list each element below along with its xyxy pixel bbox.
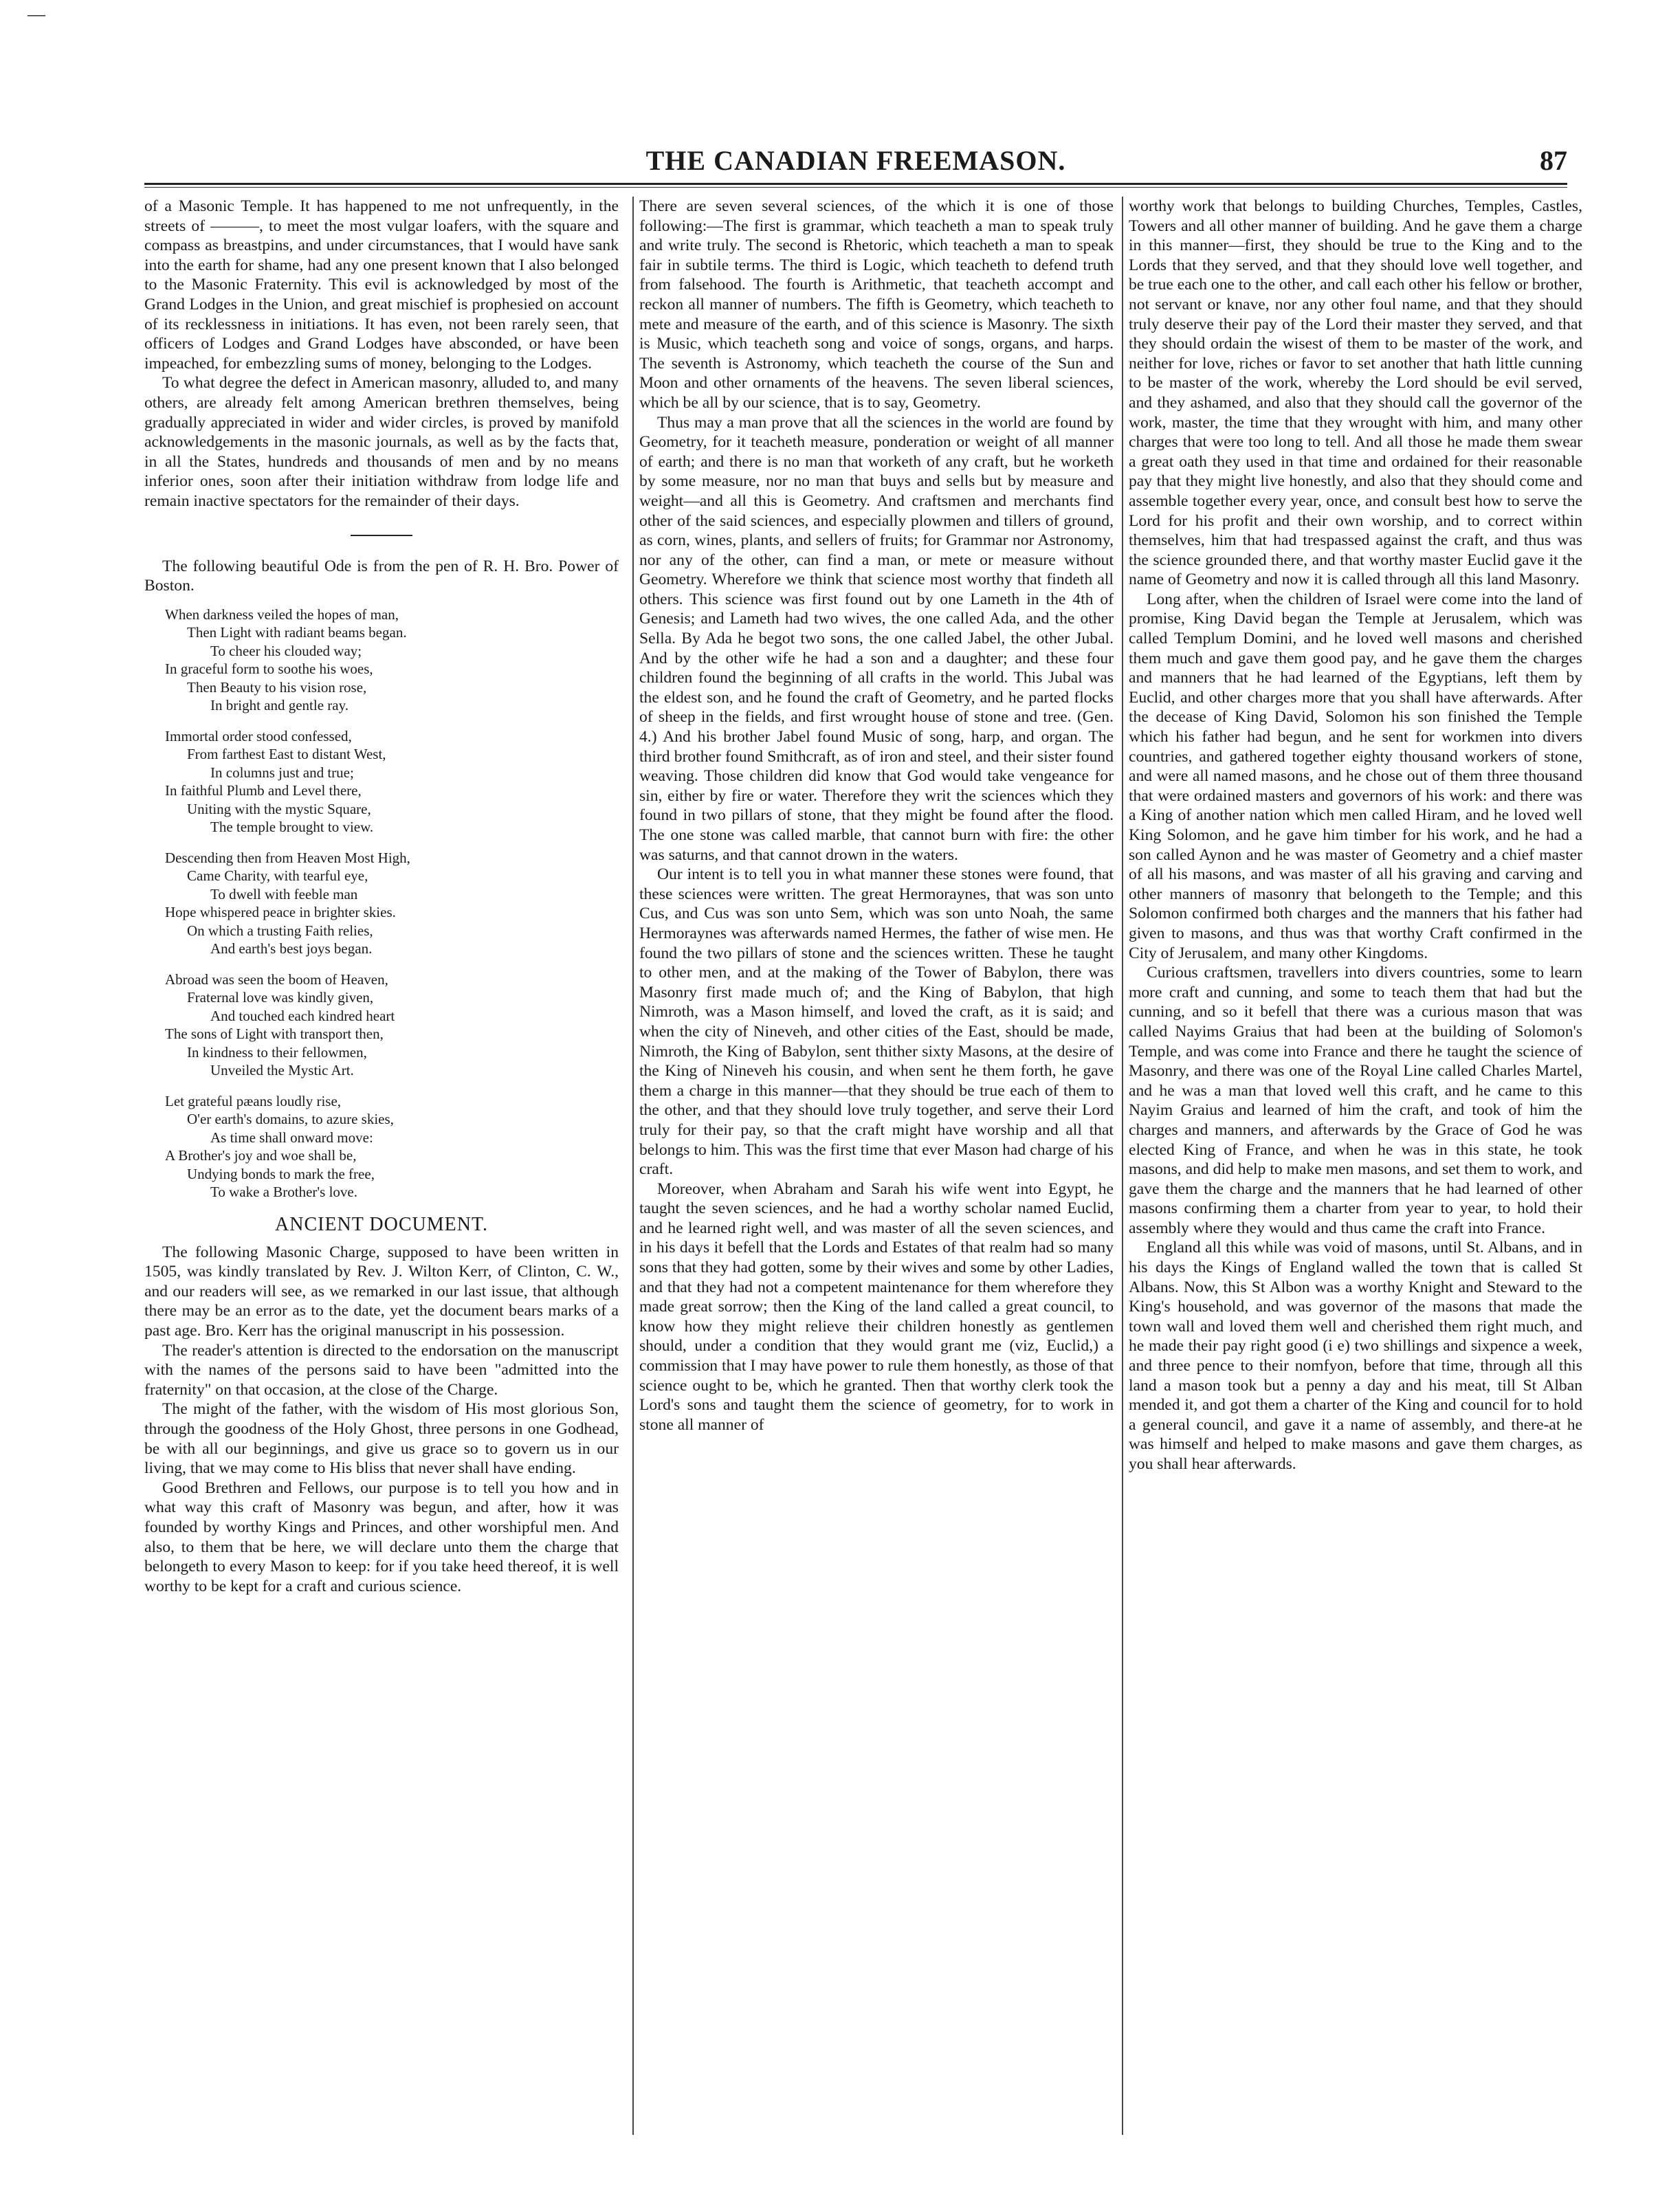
poem-line: Fraternal love was kindly given, <box>187 989 374 1006</box>
paragraph: Good Brethren and Fellows, our purpose is to tell you how and in what way this craft of Masonry was begun, and after, how it was founded by worthy Kings and Princes, and other worshipful men. And also, to them that be here, we will declare unto them the charge that belongeth to every Mason to keep: for if you take heed thereof, it is well worthy to be kept for a craft and curious science. <box>144 1478 619 1595</box>
paragraph: worthy work that belongs to building Churches, Temples, Castles, Towers and all other manner of building. And he gave them a charge in this manner—first, they should be true to the King and to the Lords that they served, and that they should love well together, and be true each one to the other, and call each other his fellow or brother, not servant or knave, nor any other foul name, and that they should truly deserve their pay of the Lord their master they served, and that they should ordain the wisest of them to be master of the work, and neither for love, riches or favor to set another that hath little cunning to be master of the work, whereby the Lord should be evil served, and they ashamed, and also that they should call the governor of the work, master, the time that they wrought with him, and many other charges that were too long to tell. And all those he made them swear a great oath they used in that time and ordained for their reasonable pay that they might live honestly, and also that they should come and assemble together every year, once, and consult best how to serve the Lord for his profit and their own worship, and to correct within themselves, him that had trespassed against the craft, and thus was the science grounded there, and that worthy master Euclid gave it the name of Geometry and now it is called through all this land Masonry. <box>1129 197 1582 589</box>
poem-line: In graceful form to soothe his woes, <box>165 661 373 678</box>
poem-line: And earth's best joys began. <box>210 940 373 957</box>
poem-line: In columns just and true; <box>210 764 354 781</box>
ode-poem <box>165 606 619 1201</box>
page-header <box>144 146 1567 176</box>
poem-line: A Brother's joy and woe shall be, <box>165 1147 357 1164</box>
poem-line: Abroad was seen the boom of Heaven, <box>165 971 388 988</box>
poem-line: Immortal order stood confessed, <box>165 727 352 744</box>
paragraph: Long after, when the children of Israel were come into the land of promise, King David began the Temple at Jerusalem, which was called Templum Domini, and he loved well masons and cherished them much and gave them good pay, and he gave them the charges and manners that he had learned of the Egyptians, left them by Euclid, and other charges more that you shall have afterwards. After the decease of King David, Solomon his son finished the Temple which his father had begun, and he sent for workmen into divers countries, and gathered together eighty thousand workers of stone, and were all named masons, and he chose out of them three thousand that were ordained masters and governors of his work: and there was a King of another nation which men called Hiram, and he loved well King Solomon, and he gave him timber for his work, and he had a son called Aynon and he was master of Geometry and a chief master of all his masons, and was master of all his graving and carving and other manners of masonry that belongeth to the Temple; and this Solomon confirmed both charges and the manners that his father had given to masons, and thus was that worthy Craft confirmed in the City of Jerusalem, and many other Kingdoms. <box>1129 590 1582 962</box>
poem-line: Descending then from Heaven Most High, <box>165 849 410 866</box>
header-rule <box>144 183 1567 185</box>
poem-line: And touched each kindred heart <box>210 1007 395 1024</box>
poem-line: On which a trusting Faith relies, <box>187 922 373 939</box>
ode-stanza <box>165 849 619 958</box>
poem-line: To cheer his clouded way; <box>210 642 362 659</box>
paragraph: The might of the father, with the wisdom of His most glorious Son, through the goodness of the Holy Ghost, three persons in one Godhead, be with all our beginnings, and give us grace so to govern us in our living, that we may come to His bliss that never shall have ending. <box>144 1400 619 1478</box>
ode-intro: The following beautiful Ode is from the pen of R. H. Bro. Power of Boston. <box>144 557 619 595</box>
poem-line: The temple brought to view. <box>210 819 374 836</box>
paragraph: of a Masonic Temple. It has happened to me not unfrequently, in the streets of ———, to meet the most vulgar loafers, with the square and compass as breastpins, and under circumstances, that I would have sank into the earth for shame, had any one present known that I also belonged to the Masonic Fraternity. This evil is acknowledged by most of the Grand Lodges in the Union, and great mischief is prophesied on account of its recklessness in initiations. It has even, not been rarely seen, that officers of Lodges and Grand Lodges have absconded, or have been impeached, for embezzling sums of money, belonging to the Lodges. <box>144 197 619 373</box>
paragraph: The reader's attention is directed to the endorsation on the manuscript with the names of the persons said to have been "admitted into the fraternity" on that occasion, at the close of the Charge. <box>144 1341 619 1399</box>
margin-mark: — <box>27 4 45 24</box>
paragraph: The following Masonic Charge, supposed to have been written in 1505, was kindly translated by Rev. J. Wilton Kerr, of Clinton, C. W., and our readers will see, as we remarked in our last issue, that although there may be an error as to the date, yet the document bears marks of a past age. Bro. Kerr has the original manuscript in his possession. <box>144 1243 619 1340</box>
section-title: ANCIENT DOCUMENT. <box>275 1213 488 1235</box>
paragraph: Moreover, when Abraham and Sarah his wife went into Egypt, he taught the seven sciences, and he had a worthy scholar named Euclid, and he learned right well, and was master of all the seven sciences, and in his days it befell that the Lords and Estates of that realm had so many sons that they had gotten, some by their wives and some by other Ladies, and that they had not a competent maintenance for them wherefore they made great sorrow; then the King of the land called a great council, to know how they might relieve their children honestly as gentlemen should, under a condition that they would grant me (viz, Euclid,) a commission that I may have power to rule them honestly, as those of that science ought to be, which he granted. Then that worthy clerk took the Lord's sons and taught them the science of geometry, for to work in stone all manner of <box>639 1179 1114 1434</box>
paragraph: Our intent is to tell you in what manner these stones were found, that these sciences were written. The great Hermoraynes, that was son unto Cus, and Cus was son unto Sem, which was son unto Noah, the same Hermoraynes was afterwards named Hermes, the father of wise men. He found the two pillars of stone and the sciences written. These he taught to other men, and at the making of the Tower of Babylon, there was Masonry first made much of; and the King of Babylon, that high Nimroth, was a Mason himself, and loved the craft, as it is said; and when the city of Nineveh, and other cities of the East, should be made, Nimroth, the King of Babylon, sent thither sixty Masons, at the desire of the King of Nineveh his cousin, and when sent he them forth, he gave them a charge in this manner—that they should be true each of them to the other, and that they should love truly together, and serve their Lord truly for their pay, so that the craft might have worship and all that belongs to him. This was the first time that ever Mason had charge of his craft. <box>639 865 1114 1179</box>
column-left <box>144 197 619 2135</box>
poem-line: Uniting with the mystic Square, <box>187 800 371 817</box>
paragraph: Thus may a man prove that all the sciences in the world are found by Geometry, for it teacheth measure, ponderation or weight of all manner of earth; and there is no man that worketh of any craft, but he worketh by some measure, nor no man that buys and sells but by measure and weight—and all this is Geometry. And craftsmen and merchants find other of the said sciences, and especially plowmen and tillers of ground, as corn, wines, plants, and sellers of fruits; for Grammar nor Astronomy, nor any of the other, can find a man, or mete or measure without Geometry. Wherefore we think that science most worthy that findeth all others. This science was first found out by one Lameth in the 4th of Genesis; and Lameth had two wives, the one called Ada, and the other Sella. By Ada he begot two sons, the one called Jabel, the other Jubal. And by the other wife he had a son and a daughter; and these four children found the beginning of all crafts in the world. This Jubal was the eldest son, and he found the craft of Geometry, and he parted flocks of sheep in the fields, and first wrought house of stone and tree. (Gen. 4.) And his brother Jabel found Music of song, harp, and organ. The third brother found Smithcraft, as of iron and steel, and their sister found weaving. Those children did know that God would take vengeance for sin, either by fire or water. Therefore they writ the sciences which they found in two pillars of stone, that they might be found after the flood. The one stone was called marble, that cannot burn with fire: the other was saturns, and that cannot drown in the waters. <box>639 413 1114 864</box>
ode-stanza <box>165 727 619 836</box>
poem-line: O'er earth's domains, to azure skies, <box>187 1111 394 1128</box>
page-number: 87 <box>1540 145 1567 176</box>
poem-line: As time shall onward move: <box>210 1129 373 1146</box>
section-separator <box>351 535 412 536</box>
poem-line: To wake a Brother's love. <box>210 1184 357 1201</box>
poem-line: Came Charity, with tearful eye, <box>187 867 368 885</box>
paragraph: There are seven several sciences, of the which it is one of those following:—The first is grammar, which teacheth a man to speak truly and write truly. The second is Rhetoric, which teacheth a man to speak fair in subtile terms. The third is Logic, which teacheth to defend truth from falsehood. The fourth is Arithmetic, that teacheth accompt and reckon all manner of numbers. The fifth is Geometry, which teacheth to mete and measure of the earth, and of this science is Masonry. The sixth is Music, which teacheth song and voice of songs, organs, and harps. The seventh is Astronomy, which teacheth the course of the Sun and Moon and other ornaments of the heavens. The seven liberal sciences, which be all by our science, that is to say, Geometry. <box>639 197 1114 412</box>
poem-line: Then Beauty to his vision rose, <box>187 678 367 696</box>
poem-line: In faithful Plumb and Level there, <box>165 782 362 799</box>
ode-stanza <box>165 1092 619 1201</box>
poem-line: The sons of Light with transport then, <box>165 1026 384 1043</box>
column-right <box>1122 197 1582 2135</box>
poem-line: In bright and gentle ray. <box>210 697 349 714</box>
poem-line: To dwell with feeble man <box>210 885 358 902</box>
poem-line: In kindness to their fellowmen, <box>187 1043 367 1061</box>
poem-line: Unveiled the Mystic Art. <box>210 1062 354 1079</box>
paragraph: Curious craftsmen, travellers into divers countries, some to learn more craft and cunning, and some to teach them that had but the cunning, and so it befell that there was a curious mason that was called Nayims Graius that had been at the building of Solomon's Temple, and was come into France and there he taught the science of Masonry, and there was one of the Royal Line called Charles Martel, and he was a man that loved well this craft, and he came to this Nayim Graius and learned of him the craft, and took of him the charges and manners, and afterwards by the Grace of God he was elected King of France, and when he was in this state, he took masons, and did help to make men masons, and set them to work, and gave them the charge and the manners that he had learned of other masons confirming them a charter from year to year, to hold their assembly where they would and thus came the craft into France. <box>1129 964 1582 1237</box>
poem-line: Undying bonds to mark the free, <box>187 1165 375 1182</box>
header-rule-thin <box>144 187 1567 188</box>
running-head: THE CANADIAN FREEMASON. <box>645 145 1066 176</box>
poem-line: Hope whispered peace in brighter skies. <box>165 904 396 921</box>
paragraph: England all this while was void of masons, until St. Albans, and in his days the Kings of England walled the town that is called St Albans. Now, this St Albon was a worthy Knight and Steward to the King's household, and was governor of the masons that made the town wall and loved them well and cherished them right much, and he made their pay right good (i e) two shillings and sixpence a week, and three pence to their nomfyon, before that time, through all this land a mason took but a penny a day and his meat, till St Alban mended it, and got them a charter of the King and council for to hold a general council, and gave it a name of assembly, and there-at he was himself and helped to make masons and gave them charges, as you shall hear afterwards. <box>1129 1239 1582 1473</box>
ode-stanza <box>165 971 619 1080</box>
poem-line: From farthest East to distant West, <box>187 746 386 763</box>
poem-line: Let grateful pæans loudly rise, <box>165 1092 342 1109</box>
column-middle <box>632 197 1114 2135</box>
paragraph: To what degree the defect in American masonry, alluded to, and many others, are already felt among American brethren themselves, being gradually appreciated in wider and wider circles, is proved by manifold acknowledgements in the masonic journals, as well as by the facts that, in all the States, hundreds and thousands of men and by no means inferior ones, soon after their initiation withdraw from lodge life and remain inactive spectators for the remainder of their days. <box>144 374 619 510</box>
ode-stanza <box>165 606 619 715</box>
poem-line: When darkness veiled the hopes of man, <box>165 606 399 623</box>
poem-line: Then Light with radiant beams began. <box>187 624 407 641</box>
